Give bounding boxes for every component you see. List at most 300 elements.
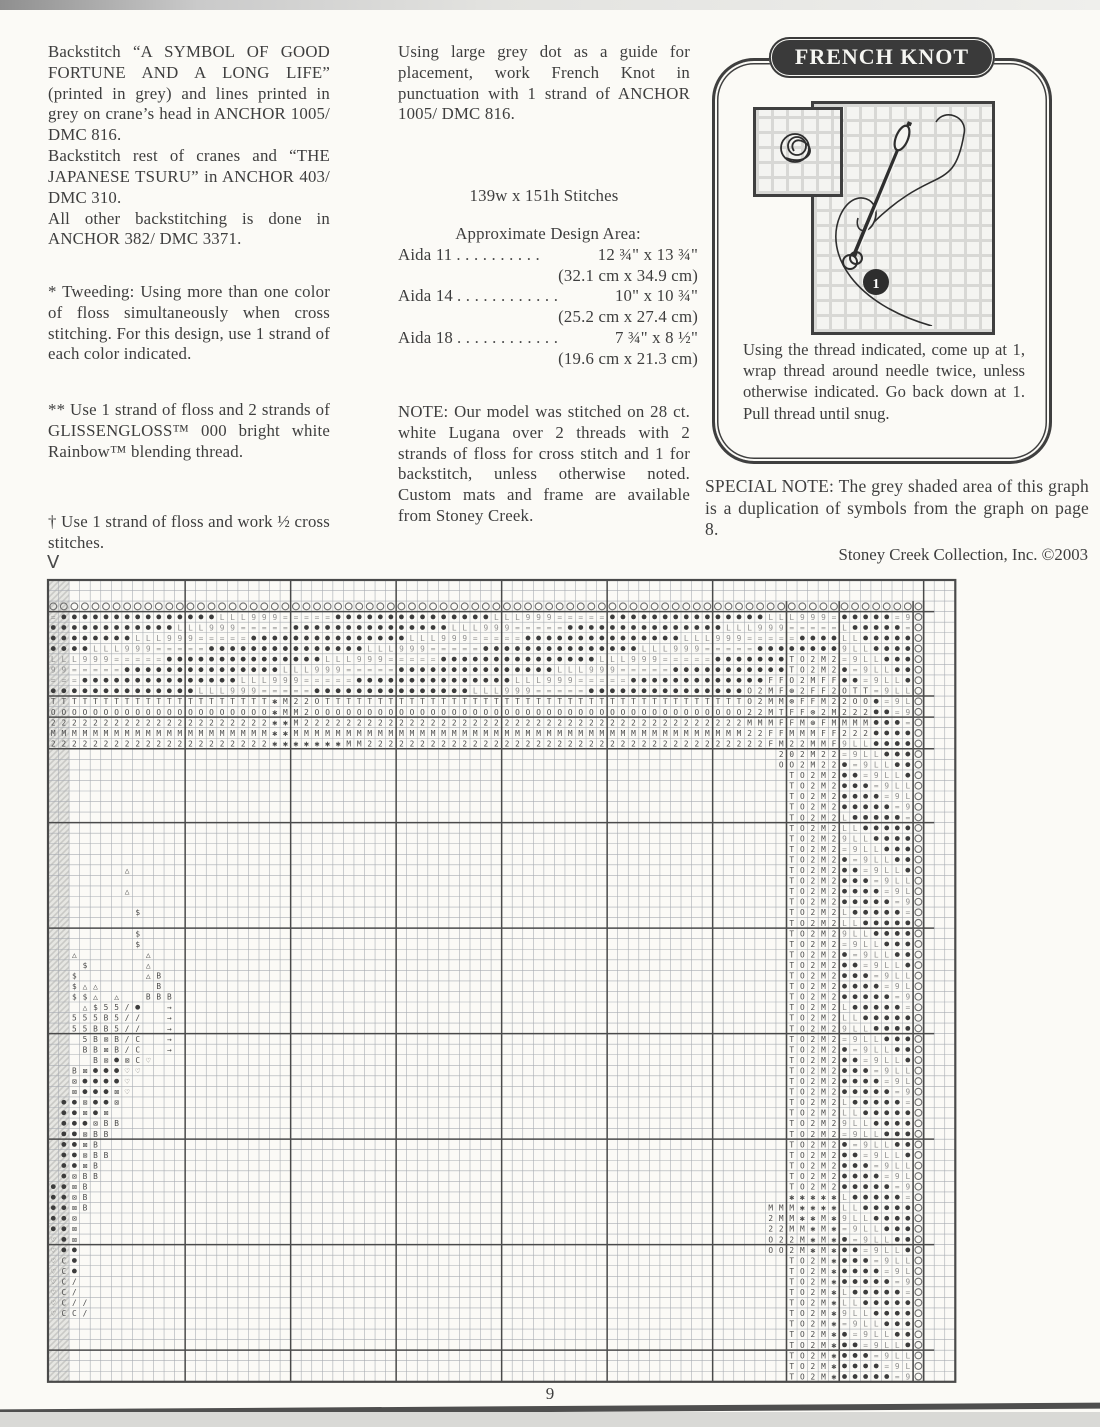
svg-text:9: 9 (905, 612, 911, 622)
svg-text:9: 9 (251, 686, 257, 696)
svg-text:T: T (789, 1045, 795, 1055)
svg-text:$: $ (72, 992, 77, 1002)
svg-text:=: = (905, 623, 911, 633)
model-note: NOTE: Our model was stitched on 28 ct. white Lugana over 2 threads with 2 strands of floss for cross stitch and 1 for backstitch, unless otherwise noted. Custom mats and frame are available from Stoney Creek. (398, 402, 690, 526)
leader-dots: . . . . . . . . . . . . (457, 328, 559, 348)
svg-text:✱: ✱ (282, 739, 288, 750)
svg-text:2: 2 (662, 718, 668, 728)
svg-text:L: L (863, 644, 868, 654)
svg-text:9: 9 (546, 612, 552, 622)
svg-text:2: 2 (810, 1330, 816, 1340)
svg-text:2: 2 (789, 739, 795, 749)
svg-text:9: 9 (293, 676, 299, 686)
svg-text:B: B (82, 1203, 88, 1213)
svg-text:T: T (789, 855, 795, 865)
svg-text:T: T (356, 697, 362, 707)
svg-text:=: = (114, 655, 119, 665)
svg-text:L: L (504, 612, 510, 622)
svg-text:2: 2 (810, 971, 816, 981)
svg-text:2: 2 (399, 739, 404, 749)
svg-text:T: T (726, 697, 731, 707)
svg-text:9: 9 (842, 834, 847, 844)
svg-text:F: F (799, 697, 805, 707)
svg-text:2: 2 (525, 718, 531, 728)
svg-text:2: 2 (810, 802, 816, 812)
svg-text:⊠: ⊠ (72, 1193, 77, 1203)
svg-text:T: T (789, 834, 795, 844)
svg-text:$: $ (93, 1003, 98, 1013)
svg-text:2: 2 (261, 739, 267, 749)
svg-text:O: O (799, 866, 805, 876)
svg-text:=: = (335, 676, 341, 686)
svg-text:M: M (135, 728, 141, 738)
svg-text:M: M (821, 1119, 826, 1129)
svg-text:2: 2 (831, 950, 837, 960)
svg-text:L: L (515, 676, 520, 686)
svg-text:O: O (747, 697, 752, 707)
svg-text:=: = (873, 781, 879, 791)
svg-text:M: M (240, 728, 246, 738)
svg-text:O: O (799, 1182, 805, 1192)
svg-text:M: M (620, 728, 626, 738)
svg-text:2: 2 (335, 718, 341, 728)
svg-text:M: M (219, 728, 225, 738)
svg-text:O: O (863, 697, 868, 707)
svg-text:9: 9 (821, 612, 826, 622)
svg-text:M: M (778, 1214, 784, 1224)
svg-text:L: L (525, 676, 531, 686)
svg-text:9: 9 (873, 1340, 879, 1350)
svg-text:9: 9 (905, 802, 911, 812)
svg-text:O: O (240, 707, 246, 717)
svg-text:9: 9 (399, 644, 404, 654)
svg-text:2: 2 (325, 718, 330, 728)
svg-text:=: = (293, 612, 299, 622)
svg-text:T: T (219, 697, 225, 707)
svg-text:M: M (778, 739, 784, 749)
svg-text:9: 9 (852, 939, 858, 949)
svg-text:2: 2 (831, 1171, 837, 1181)
svg-text:O: O (799, 1319, 805, 1329)
svg-text:L: L (873, 1140, 879, 1150)
svg-text:L: L (230, 612, 235, 622)
svg-text:=: = (240, 623, 246, 633)
svg-text:2: 2 (810, 1140, 816, 1150)
svg-text:O: O (726, 707, 731, 717)
svg-text:5: 5 (82, 1013, 88, 1023)
svg-text:B: B (82, 1193, 88, 1203)
svg-text:T: T (789, 1077, 795, 1087)
svg-text:T: T (789, 950, 795, 960)
svg-text:O: O (799, 1161, 805, 1171)
svg-text:L: L (103, 644, 109, 654)
svg-text:9: 9 (842, 1119, 847, 1129)
svg-text:=: = (472, 644, 478, 654)
svg-text:M: M (451, 728, 457, 738)
svg-text:M: M (821, 855, 826, 865)
svg-text:F: F (831, 728, 837, 738)
svg-text:T: T (789, 1288, 795, 1298)
svg-text:9: 9 (905, 897, 911, 907)
svg-text:M: M (346, 739, 352, 749)
svg-text:L: L (863, 1319, 868, 1329)
svg-text:M: M (821, 971, 826, 981)
svg-text:L: L (884, 1235, 890, 1245)
svg-text:T: T (251, 697, 257, 707)
svg-text:9: 9 (610, 665, 615, 675)
svg-text:9: 9 (905, 1372, 911, 1382)
svg-text:M: M (736, 728, 742, 738)
svg-text:O: O (504, 707, 510, 717)
svg-text:M: M (114, 728, 119, 738)
svg-text:♡: ♡ (50, 1256, 56, 1266)
svg-text:M: M (335, 728, 341, 738)
svg-text:L: L (852, 1298, 858, 1308)
svg-text:L: L (852, 739, 858, 749)
svg-text:L: L (557, 665, 563, 675)
svg-text:O: O (799, 887, 805, 897)
svg-text:O: O (694, 707, 700, 717)
svg-text:L: L (251, 676, 257, 686)
svg-text:M: M (821, 908, 826, 918)
svg-text:=: = (884, 1361, 890, 1371)
svg-text:2: 2 (641, 739, 647, 749)
svg-text:2: 2 (430, 739, 436, 749)
svg-text:2: 2 (304, 707, 309, 717)
svg-text:✱: ✱ (831, 1330, 837, 1341)
svg-text:O: O (799, 1309, 805, 1319)
svg-text:O: O (135, 707, 141, 717)
svg-text:2: 2 (82, 739, 88, 749)
svg-text:L: L (884, 960, 890, 970)
svg-text:△: △ (93, 992, 98, 1002)
svg-text:F: F (778, 686, 784, 696)
svg-text:2: 2 (810, 897, 816, 907)
svg-text:=: = (325, 676, 330, 686)
svg-text:2: 2 (177, 739, 183, 749)
svg-text:O: O (799, 1066, 805, 1076)
svg-text:✱: ✱ (831, 1372, 837, 1383)
svg-text:T: T (451, 697, 457, 707)
svg-text:T: T (789, 1171, 795, 1181)
svg-text:O: O (799, 908, 805, 918)
svg-text:=: = (483, 633, 489, 643)
aida11-label: Aida 11 (398, 244, 453, 264)
svg-text:M: M (821, 771, 826, 781)
svg-text:/: / (124, 1034, 130, 1044)
svg-text:2: 2 (842, 707, 847, 717)
svg-text:O: O (799, 950, 805, 960)
svg-text:9: 9 (842, 929, 847, 939)
svg-text:T: T (789, 1066, 795, 1076)
svg-text:5: 5 (103, 1003, 109, 1013)
svg-text:=: = (852, 1235, 858, 1245)
svg-text:9: 9 (852, 1034, 858, 1044)
svg-text:2: 2 (705, 739, 710, 749)
svg-text:O: O (715, 707, 721, 717)
svg-text:M: M (441, 728, 446, 738)
svg-text:=: = (388, 655, 394, 665)
svg-text:M: M (810, 760, 816, 770)
svg-text:9: 9 (852, 1224, 858, 1234)
svg-text:9: 9 (778, 623, 784, 633)
svg-text:L: L (852, 633, 858, 643)
svg-text:=: = (852, 1140, 858, 1150)
svg-text:L: L (842, 1003, 847, 1013)
svg-text:M: M (72, 728, 77, 738)
svg-text:2: 2 (810, 771, 816, 781)
svg-text:O: O (578, 707, 584, 717)
svg-text:/: / (72, 1277, 77, 1287)
svg-text:2: 2 (631, 718, 636, 728)
svg-text:T: T (504, 697, 510, 707)
svg-text:⊠: ⊠ (82, 1066, 88, 1076)
svg-text:M: M (388, 728, 394, 738)
svg-text:L: L (905, 781, 911, 791)
svg-text:=: = (641, 665, 647, 675)
svg-text:2: 2 (145, 718, 151, 728)
svg-text:2: 2 (420, 718, 425, 728)
svg-text:9: 9 (757, 623, 763, 633)
svg-text:O: O (799, 1119, 805, 1129)
svg-text:9: 9 (283, 676, 288, 686)
svg-text:M: M (821, 1003, 826, 1013)
svg-text:2: 2 (810, 1119, 816, 1129)
svg-text:M: M (821, 992, 826, 1002)
svg-text:⊛: ⊛ (789, 686, 795, 697)
svg-text:L: L (905, 1171, 911, 1181)
svg-text:=: = (842, 1319, 847, 1329)
svg-text:2: 2 (673, 718, 679, 728)
svg-text:O: O (799, 802, 805, 812)
svg-text:=: = (314, 676, 320, 686)
svg-text:9: 9 (884, 1256, 890, 1266)
svg-text:2: 2 (314, 718, 320, 728)
svg-text:L: L (863, 844, 868, 854)
backstitch-para-2: Backstitch rest of cranes and “THE JAPANESE TSURU” in ANCHOR 403/ DMC 310. (48, 146, 330, 207)
svg-text:T: T (494, 697, 499, 707)
svg-text:L: L (894, 1150, 900, 1160)
svg-text:9: 9 (863, 760, 868, 770)
svg-text:L: L (240, 676, 246, 686)
svg-text:=: = (905, 1288, 911, 1298)
svg-text:△: △ (145, 950, 151, 960)
svg-text:2: 2 (810, 1013, 816, 1023)
svg-text:2: 2 (831, 1119, 837, 1129)
svg-text:2: 2 (831, 1098, 837, 1108)
svg-text:2: 2 (494, 739, 499, 749)
svg-text:O: O (799, 939, 805, 949)
svg-text:L: L (894, 960, 900, 970)
svg-text:O: O (799, 1351, 805, 1361)
svg-text:M: M (863, 718, 868, 728)
svg-text:=: = (261, 623, 267, 633)
svg-text:O: O (610, 707, 615, 717)
svg-text:2: 2 (789, 1235, 795, 1245)
svg-text:9: 9 (863, 950, 868, 960)
svg-text:△: △ (124, 866, 130, 876)
svg-text:L: L (873, 749, 879, 759)
svg-text:9: 9 (441, 633, 446, 643)
svg-text:⊠: ⊠ (72, 1203, 77, 1213)
svg-text:=: = (863, 866, 868, 876)
svg-text:2: 2 (768, 1224, 774, 1234)
svg-text:2: 2 (240, 739, 246, 749)
svg-text:T: T (325, 697, 330, 707)
svg-text:9: 9 (261, 612, 267, 622)
svg-text:O: O (799, 1277, 805, 1287)
svg-text:2: 2 (810, 855, 816, 865)
svg-text:L: L (789, 612, 795, 622)
svg-text:M: M (821, 1045, 826, 1055)
svg-text:=: = (525, 623, 531, 633)
svg-text:2: 2 (114, 739, 119, 749)
svg-text:5: 5 (72, 1024, 77, 1034)
svg-text:T: T (114, 697, 119, 707)
svg-text:L: L (873, 655, 879, 665)
svg-text:T: T (240, 697, 246, 707)
svg-text:2: 2 (831, 982, 837, 992)
svg-text:⊠: ⊠ (72, 1224, 77, 1234)
svg-text:M: M (821, 1309, 826, 1319)
svg-text:=: = (472, 633, 478, 643)
svg-text:L: L (209, 686, 214, 696)
svg-text:2: 2 (810, 929, 816, 939)
svg-text:2: 2 (736, 739, 742, 749)
svg-text:O: O (799, 1140, 805, 1150)
svg-text:T: T (789, 939, 795, 949)
svg-text:9: 9 (335, 665, 341, 675)
svg-text:M: M (821, 887, 826, 897)
svg-text:9: 9 (905, 1087, 911, 1097)
svg-text:✱: ✱ (831, 1277, 837, 1288)
svg-text:T: T (198, 697, 204, 707)
svg-text:L: L (863, 1224, 868, 1234)
svg-text:9: 9 (240, 686, 246, 696)
svg-text:=: = (884, 697, 890, 707)
svg-text:O: O (799, 1013, 805, 1023)
svg-text:2: 2 (842, 728, 847, 738)
svg-text:2: 2 (831, 971, 837, 981)
svg-text:T: T (789, 1140, 795, 1150)
svg-text:=: = (863, 1340, 868, 1350)
svg-text:2: 2 (356, 718, 362, 728)
svg-text:2: 2 (230, 739, 235, 749)
svg-text:2: 2 (93, 718, 98, 728)
svg-text:2: 2 (135, 739, 141, 749)
svg-text:O: O (799, 1266, 805, 1276)
svg-text:✱: ✱ (810, 1245, 816, 1256)
svg-text:2: 2 (831, 655, 837, 665)
svg-text:L: L (451, 623, 457, 633)
svg-text:=: = (810, 623, 816, 633)
svg-text:=: = (135, 655, 141, 665)
design-area-title: Approximate Design Area: (455, 224, 641, 243)
svg-text:=: = (578, 676, 584, 686)
svg-text:=: = (852, 760, 858, 770)
svg-text:O: O (799, 1171, 805, 1181)
svg-text:=: = (430, 655, 436, 665)
svg-text:2: 2 (831, 771, 837, 781)
svg-text:O: O (799, 1024, 805, 1034)
svg-text:T: T (177, 697, 183, 707)
svg-text:M: M (156, 728, 162, 738)
svg-text:2: 2 (810, 1182, 816, 1192)
svg-text:T: T (789, 655, 795, 665)
svg-text:=: = (283, 623, 288, 633)
svg-text:=: = (884, 1077, 890, 1087)
svg-text:F: F (768, 728, 774, 738)
svg-text:9: 9 (515, 686, 520, 696)
svg-text:=: = (905, 1098, 911, 1108)
svg-text:M: M (821, 1034, 826, 1044)
svg-text:=: = (177, 644, 183, 654)
svg-text:L: L (852, 1013, 858, 1023)
svg-text:2: 2 (567, 739, 573, 749)
svg-text:O: O (799, 971, 805, 981)
scan-edge-top (0, 0, 1100, 10)
svg-text:L: L (884, 1150, 890, 1160)
svg-text:2: 2 (451, 718, 457, 728)
svg-text:=: = (420, 655, 425, 665)
svg-text:⊛: ⊛ (789, 697, 795, 708)
svg-text:2: 2 (831, 813, 837, 823)
svg-text:2: 2 (757, 697, 763, 707)
svg-text:L: L (905, 686, 911, 696)
svg-text:=: = (188, 644, 193, 654)
svg-text:M: M (504, 728, 510, 738)
svg-text:T: T (789, 866, 795, 876)
svg-text:T: T (789, 792, 795, 802)
svg-text:2: 2 (778, 1224, 784, 1234)
svg-text:=: = (124, 655, 130, 665)
svg-text:9: 9 (884, 686, 890, 696)
svg-text:2: 2 (831, 802, 837, 812)
svg-text:2: 2 (93, 739, 98, 749)
svg-text:O: O (483, 707, 489, 717)
svg-text:L: L (578, 665, 584, 675)
svg-text:F: F (821, 728, 826, 738)
svg-text:⊠: ⊠ (124, 1055, 130, 1065)
svg-text:O: O (251, 707, 257, 717)
svg-text:⊠: ⊠ (103, 1045, 109, 1055)
svg-text:2: 2 (789, 1245, 795, 1255)
svg-text:T: T (93, 697, 98, 707)
svg-text:F: F (810, 697, 816, 707)
svg-text:T: T (673, 697, 679, 707)
svg-text:L: L (873, 1034, 879, 1044)
svg-text:M: M (483, 728, 489, 738)
svg-text:M: M (821, 823, 826, 833)
svg-text:T: T (483, 697, 489, 707)
svg-text:C: C (135, 1055, 141, 1065)
svg-text:M: M (557, 728, 563, 738)
svg-text:M: M (261, 728, 267, 738)
svg-text:=: = (873, 1066, 879, 1076)
svg-text:2: 2 (472, 718, 478, 728)
svg-text:B: B (103, 1150, 109, 1160)
svg-text:O: O (673, 707, 679, 717)
svg-text:L: L (863, 834, 868, 844)
svg-text:2: 2 (230, 718, 235, 728)
svg-text:L: L (894, 1245, 900, 1255)
french-knot-placement-note: Using large grey dot as a guide for placement, work French Knot in punctuation with 1 strand of ANCHOR 1005/ DMC 816. (398, 42, 690, 124)
svg-text:L: L (863, 1214, 868, 1224)
svg-text:=: = (283, 686, 288, 696)
svg-text:T: T (789, 1013, 795, 1023)
svg-text:2: 2 (367, 718, 373, 728)
svg-text:M: M (377, 728, 383, 738)
